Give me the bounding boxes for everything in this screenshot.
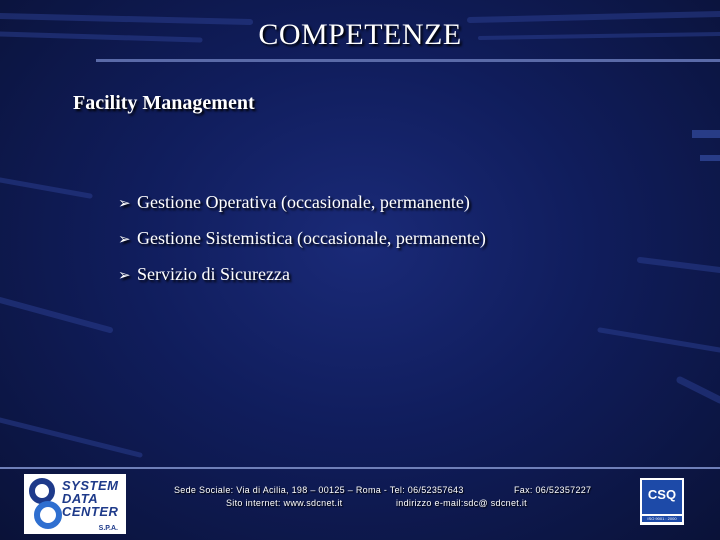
company-logo-suffix: S.P.A.: [98, 525, 118, 532]
section-heading: Facility Management: [73, 92, 255, 114]
company-logo-line-1: SYSTEM: [62, 478, 119, 493]
list-item-text: Servizio di Sicurezza: [137, 264, 290, 284]
contact-info: [170, 484, 600, 510]
list-item-text: Gestione Sistemistica (occasionale, permanente): [137, 228, 486, 248]
title-divider: [96, 59, 720, 62]
list-item: [118, 226, 486, 262]
list-item: [118, 190, 486, 226]
email-text: indirizzo e-mail:sdc@ sdcnet.it: [396, 498, 527, 508]
address-text: Sede Sociale: Via di Acilia, 198 – 00125 – Roma - Tel: 06/52357643: [174, 485, 464, 495]
certification-logo-text: CSQ: [647, 487, 677, 502]
slide-title: COMPETENZE: [258, 18, 462, 51]
sdc-emblem-icon: [28, 477, 62, 531]
fax-text: Fax: 06/52357227: [514, 485, 592, 495]
company-logo-line-2: DATA: [62, 491, 99, 506]
certification-standard: ISO 9001 : 2000: [642, 516, 682, 522]
list-item: [118, 262, 486, 298]
arrow-bullet-icon: ➢: [118, 194, 131, 212]
list-item-text: Gestione Operativa (occasionale, permanente): [137, 192, 470, 212]
company-logo: [24, 474, 126, 534]
competence-list: [118, 190, 486, 298]
arrow-bullet-icon: ➢: [118, 230, 131, 248]
arrow-bullet-icon: ➢: [118, 266, 131, 284]
certification-logo: [640, 478, 684, 525]
footer-divider: [0, 467, 720, 469]
website-text: Sito internet: www.sdcnet.it: [226, 498, 343, 508]
company-logo-line-3: CENTER: [62, 504, 119, 519]
